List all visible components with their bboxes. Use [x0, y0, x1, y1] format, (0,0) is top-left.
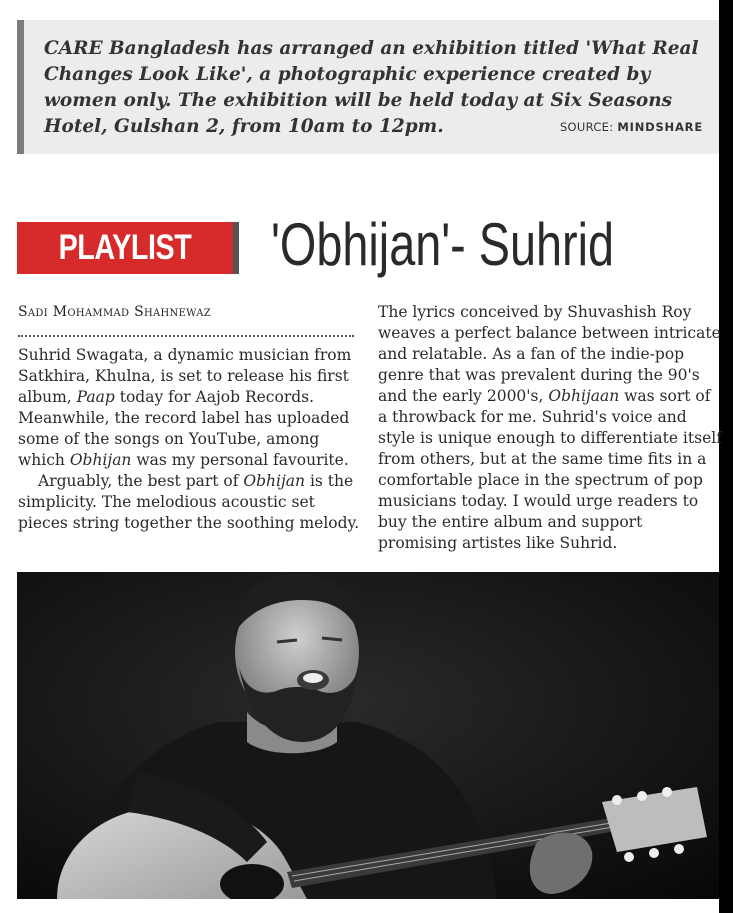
article-title: 'Obhijan'- Suhrid	[271, 211, 615, 278]
byline-divider	[18, 325, 354, 337]
text-run: Arguably, the best part of	[38, 472, 244, 490]
text-run: Suhrid Swagata, a dynamic musician from Satkhira, Khulna, is set to release his first album,	[18, 346, 352, 406]
song-name: Obhijaan	[548, 387, 620, 405]
text-run: was my personal favourite.	[131, 451, 349, 469]
source-label: SOURCE:	[559, 120, 614, 134]
byline: Sadi Mohammad Shahnewaz	[18, 304, 212, 320]
text-run: The lyrics conceived by Shuvashish Roy weaves a perfect balance between intricate and relatable. As a fan of the indie-pop genre that was prevalent during the 90's and the early 2000's,	[378, 303, 721, 405]
song-name: Obhijan	[69, 451, 132, 469]
article-column-1	[18, 345, 363, 534]
album-name: Paap	[76, 388, 115, 406]
headline	[17, 211, 717, 280]
notice-source	[560, 120, 703, 134]
paragraph-2	[18, 471, 363, 534]
source-name: MINDSHARE	[617, 120, 703, 134]
section-tag-label: PLAYLIST	[58, 228, 192, 267]
section-tag	[17, 222, 239, 274]
notice-text: CARE Bangladesh has arranged an exhibition titled 'What Real Changes Look Like', a photographic experience created by women only. The exhibition will be held today at Six Seasons Hotel, Gulshan 2, from 10am to 12pm.	[44, 38, 699, 137]
musician-with-guitar-illustration	[17, 572, 719, 899]
paragraph-1	[18, 345, 363, 471]
text-run: was sort of a throwback for me. Suhrid's voice and style is unique enough to differentiate itself from others, but at the same time fits in a comfortable place in the spectrum of pop musicians today. I would urge readers to buy the entire album and support promising artistes like Suhrid.	[378, 387, 722, 552]
song-name: Obhijan	[243, 472, 306, 490]
text-run: is the simplicity. The melodious acoustic set pieces string together the soothing melody.	[18, 472, 360, 532]
article-column-2	[378, 302, 723, 554]
exhibition-notice	[17, 20, 719, 154]
artist-photo	[17, 572, 719, 899]
text-run: today for Aajob Records. Meanwhile, the record label has uploaded some of the songs on YouTube, among which	[18, 388, 350, 469]
paragraph-3	[378, 302, 723, 554]
